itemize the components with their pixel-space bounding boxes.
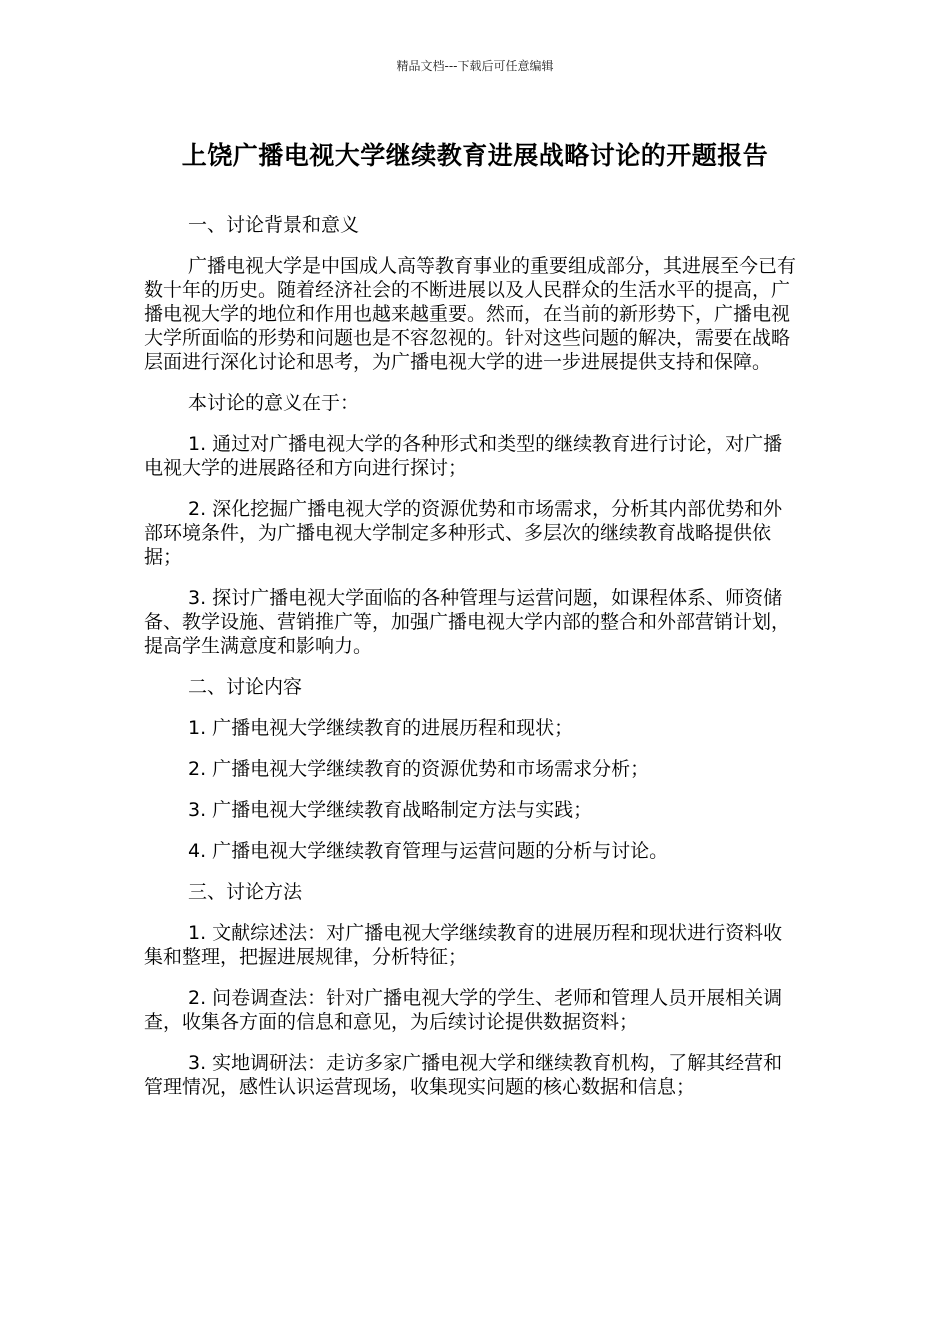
list-item-method-2: 2. 问卷调查法：针对广播电视大学的学生、老师和管理人员开展相关调查，收集各方面的信息和意见，为后续讨论提供数据资料； xyxy=(144,987,783,1033)
section-heading-background: 一、讨论背景和意义 xyxy=(188,214,360,236)
list-item-method-1: 1. 文献综述法：对广播电视大学继续教育的进展历程和现状进行资料收集和整理，把握进展规律，分析特征； xyxy=(144,922,783,968)
list-item-content-4: 4. 广播电视大学继续教育管理与运营问题的分析与讨论。 xyxy=(188,840,669,862)
list-item-method-3: 3. 实地调研法：走访多家广播电视大学和继续教育机构，了解其经营和管理情况，感性认识运营现场，收集现实问题的核心数据和信息； xyxy=(144,1052,783,1098)
header-note: 精品文档---下载后可任意编辑 xyxy=(396,59,554,73)
document-body xyxy=(144,213,799,1116)
paragraph-significance-intro: 本讨论的意义在于： xyxy=(188,392,360,414)
list-item-content-1: 1. 广播电视大学继续教育的进展历程和现状； xyxy=(188,717,574,739)
list-item-significance-3: 3. 探讨广播电视大学面临的各种管理与运营问题，如课程体系、师资储备、教学设施、营销推广等，加强广播电视大学内部的整合和外部营销计划，提高学生满意度和影响力。 xyxy=(144,587,791,657)
paragraph-background: 广播电视大学是中国成人高等教育事业的重要组成部分，其进展至今已有数十年的历史。随着经济社会的不断进展以及人民群众的生活水平的提高，广播电视大学的地位和作用也越来越重要。然而，在当前的新形势下，广播电视大学所面临的形势和问题也是不容忽视的。针对这些问题的解决，需要在战略层面进行深化讨论和思考，为广播电视大学的进一步进展提供支持和保障。 xyxy=(144,255,797,373)
list-item-content-2: 2. 广播电视大学继续教育的资源优势和市场需求分析； xyxy=(188,758,650,780)
list-item-significance-2: 2. 深化挖掘广播电视大学的资源优势和市场需求，分析其内部优势和外部环境条件，为广播电视大学制定多种形式、多层次的继续教育战略提供依据； xyxy=(144,498,783,568)
section-heading-content: 二、讨论内容 xyxy=(188,676,303,698)
document-title: 上饶广播电视大学继续教育进展战略讨论的开题报告 xyxy=(181,141,769,170)
section-heading-methods: 三、讨论方法 xyxy=(188,881,303,903)
list-item-significance-1: 1. 通过对广播电视大学的各种形式和类型的继续教育进行讨论，对广播电视大学的进展路径和方向进行探讨； xyxy=(144,433,783,479)
list-item-content-3: 3. 广播电视大学继续教育战略制定方法与实践； xyxy=(188,799,593,821)
